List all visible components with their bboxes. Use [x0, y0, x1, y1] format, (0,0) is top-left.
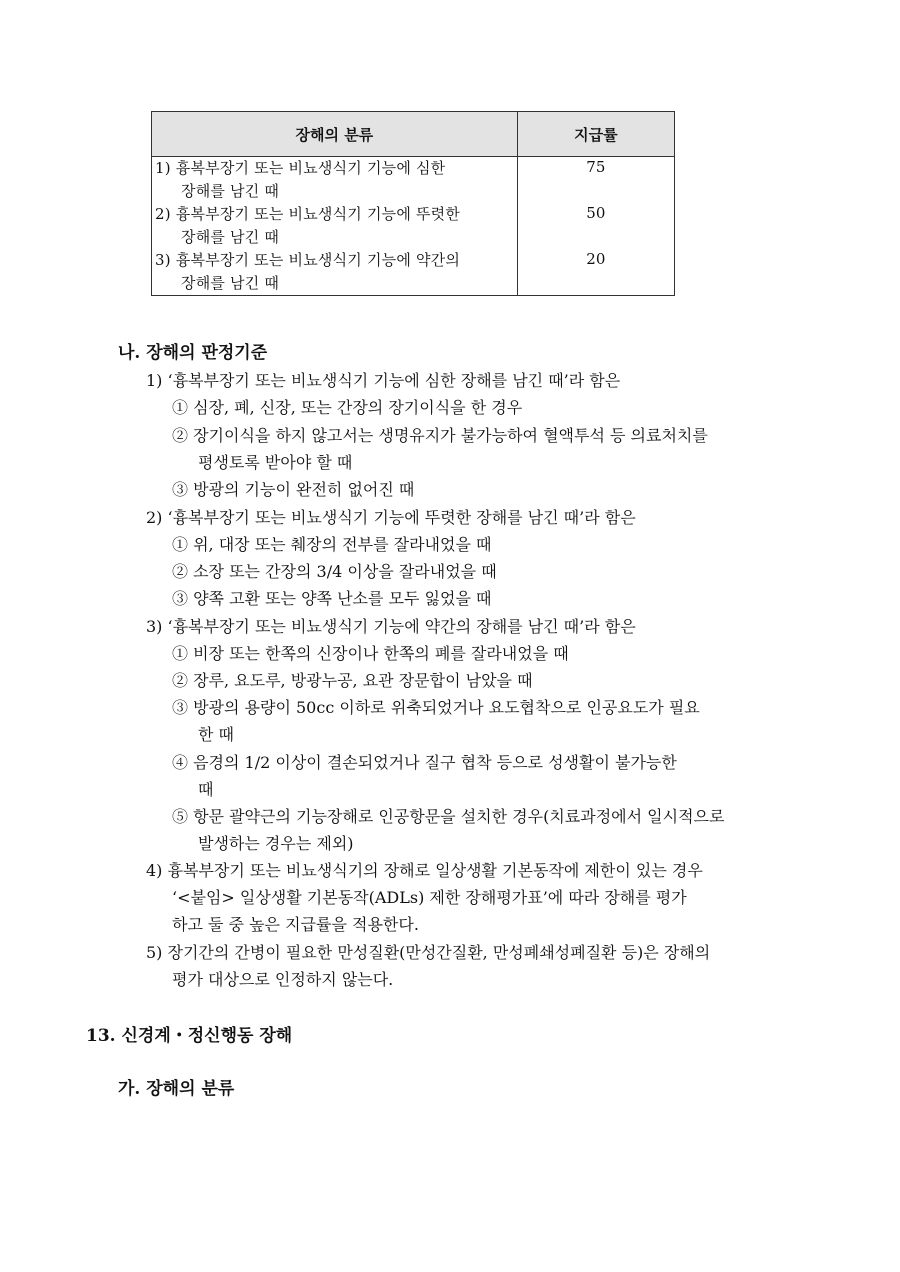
table-cell-classification [152, 249, 518, 296]
classification-line: 1) 흉복부장기 또는 비뇨생식기 기능에 심한 [155, 159, 446, 177]
criteria-item-3-sub-3: ③ 방광의 용량이 50cc 이하로 위축되었거나 요도협착으로 인공요도가 필요 [172, 698, 700, 717]
classification-line: 3) 흉복부장기 또는 비뇨생식기 기능에 약간의 [155, 251, 461, 269]
criteria-item-3-sub-2: ② 장루, 요도루, 방광누공, 요관 장문합이 남았을 때 [172, 671, 533, 690]
criteria-item-3-sub-4: ④ 음경의 1/2 이상이 결손되었거나 질구 협착 등으로 성생활이 불가능한 [172, 753, 677, 772]
section-na-title: 나. 장해의 판정기준 [118, 343, 268, 363]
criteria-item-3-sub-1: ① 비장 또는 한쪽의 신장이나 한쪽의 폐를 잘라내었을 때 [172, 644, 569, 663]
criteria-item-3-sub-4-cont: 때 [198, 780, 214, 799]
table-cell-rate: 75 [517, 157, 674, 204]
criteria-item-3-sub-5-cont: 발생하는 경우는 제외) [198, 834, 354, 853]
section-13-subtitle: 가. 장해의 분류 [118, 1079, 235, 1099]
classification-line-cont: 장해를 남긴 때 [181, 182, 280, 200]
criteria-item-5-line-1: 5) 장기간의 간병이 필요한 만성질환(만성간질환, 만성폐쇄성폐질환 등)은 장해의 [146, 943, 711, 962]
criteria-item-2-sub-3: ③ 양쪽 고환 또는 양쪽 난소를 모두 잃었을 때 [172, 589, 492, 608]
criteria-item-1-sub-2-cont: 평생토록 받아야 할 때 [198, 453, 353, 472]
disability-rate-table [151, 111, 675, 296]
criteria-item-4-line-2: ‘<붙임> 일상생활 기본동작(ADLs) 제한 장해평가표’에 따라 장해를 평가 [172, 888, 687, 907]
table-cell-classification [152, 157, 518, 204]
table-cell-rate: 50 [517, 203, 674, 249]
table-cell-classification [152, 203, 518, 249]
section-13-title: 13. 신경계・정신행동 장해 [86, 1026, 293, 1046]
classification-line: 2) 흉복부장기 또는 비뇨생식기 기능에 뚜렷한 [155, 205, 461, 223]
criteria-item-3-sub-5: ⑤ 항문 괄약근의 기능장해로 인공항문을 설치한 경우(치료과정에서 일시적으로 [172, 807, 725, 826]
classification-line-cont: 장해를 남긴 때 [181, 274, 280, 292]
criteria-item-1-sub-1: ① 심장, 폐, 신장, 또는 간장의 장기이식을 한 경우 [172, 398, 523, 417]
table-row [152, 249, 675, 296]
criteria-item-5-line-2: 평가 대상으로 인정하지 않는다. [172, 970, 394, 989]
criteria-item-3-sub-3-cont: 한 때 [198, 725, 234, 744]
table-header-classification: 장해의 분류 [152, 112, 518, 157]
classification-line-cont: 장해를 남긴 때 [181, 228, 280, 246]
criteria-item-4-line-3: 하고 둘 중 높은 지급률을 적용한다. [172, 915, 419, 934]
table-header-row [152, 112, 675, 157]
criteria-item-1-sub-3: ③ 방광의 기능이 완전히 없어진 때 [172, 480, 415, 499]
criteria-item-2-sub-1: ① 위, 대장 또는 췌장의 전부를 잘라내었을 때 [172, 535, 492, 554]
criteria-item-2-sub-2: ② 소장 또는 간장의 3/4 이상을 잘라내었을 때 [172, 562, 497, 581]
table-cell-rate: 20 [517, 249, 674, 296]
criteria-item-4-line-1: 4) 흉복부장기 또는 비뇨생식기의 장해로 일상생활 기본동작에 제한이 있는 경우 [146, 861, 703, 880]
table-row [152, 203, 675, 249]
criteria-item-2-title: 2) ‘흉복부장기 또는 비뇨생식기 기능에 뚜렷한 장해를 남긴 때’라 함은 [146, 508, 636, 527]
table-row [152, 157, 675, 204]
table-header-rate: 지급률 [517, 112, 674, 157]
criteria-item-3-title: 3) ‘흉복부장기 또는 비뇨생식기 기능에 약간의 장해를 남긴 때’라 함은 [146, 617, 636, 636]
criteria-item-1-title: 1) ‘흉복부장기 또는 비뇨생식기 기능에 심한 장해를 남긴 때’라 함은 [146, 371, 621, 390]
criteria-item-1-sub-2: ② 장기이식을 하지 않고서는 생명유지가 불가능하여 혈액투석 등 의료처치를 [172, 426, 708, 445]
